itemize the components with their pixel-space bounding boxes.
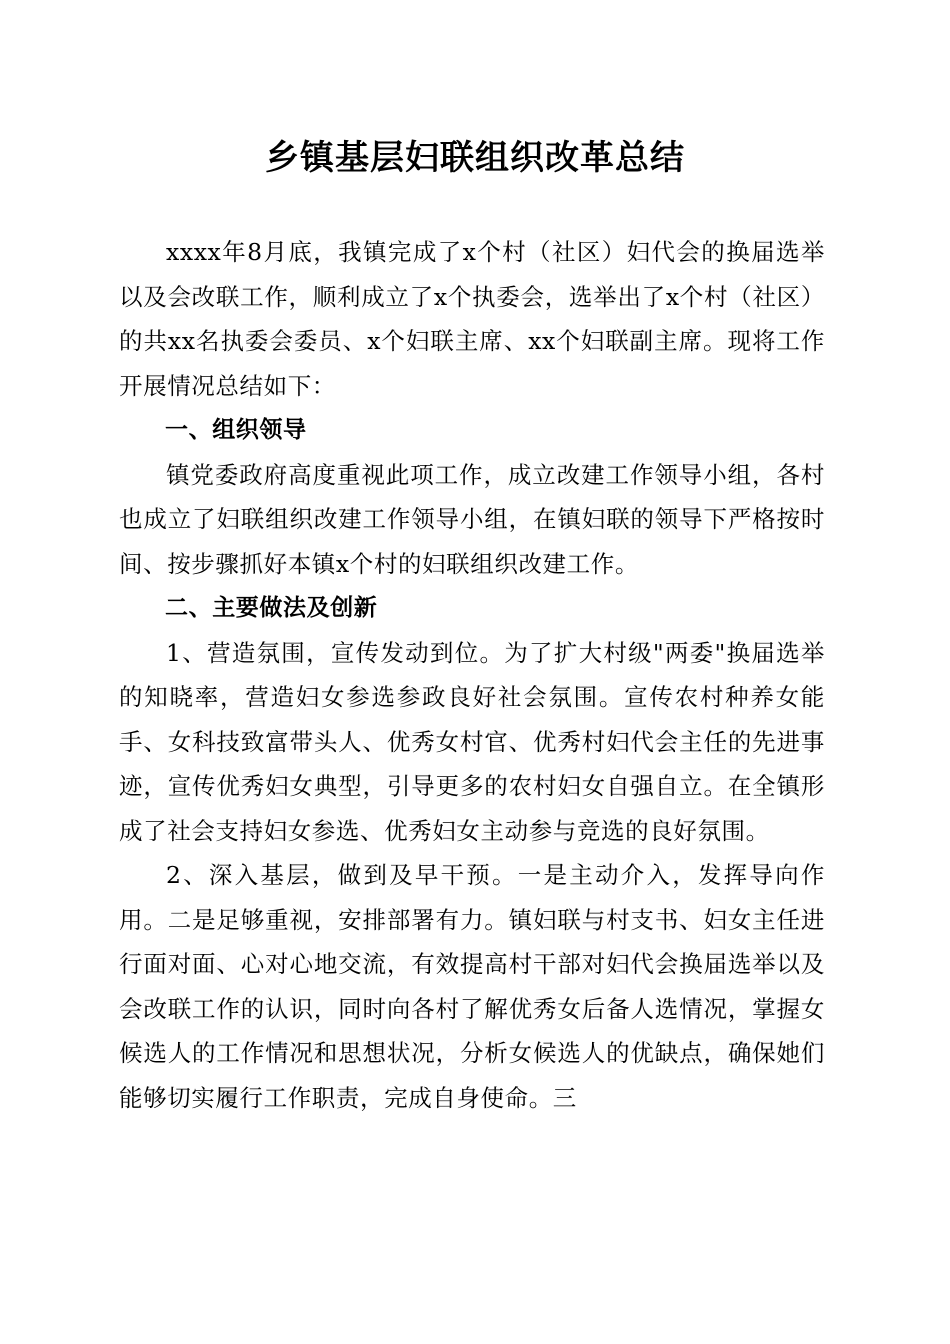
intro-paragraph: xxxx年8月底，我镇完成了x个村（社区）妇代会的换届选举以及会改联工作，顺利成立了x个执委会，选举出了x个村（社区）的共xx名执委会委员、x个妇联主席、xx个妇联副主席。现将工作开展情况总结如下：: [119, 238, 825, 400]
document-title: 乡镇基层妇联组织改革总结: [265, 138, 685, 178]
practice-paragraph-2: 2、深入基层，做到及早干预。一是主动介入，发挥导向作用。二是足够重视，安排部署有力。镇妇联与村支书、妇女主任进行面对面、心对心地交流，有效提高村干部对妇代会换届选举以及会改联工作的认识，同时向各村了解优秀女后备人选情况，掌握女候选人的工作情况和思想状况，分析女候选人的优缺点，确保她们能够切实履行工作职责，完成自身使命。三: [119, 861, 825, 1112]
section-heading-practices: 二、主要做法及创新: [165, 595, 378, 621]
section-heading-organization: 一、组织领导: [165, 417, 307, 443]
document-body: [119, 230, 825, 1120]
practice-paragraph-1: 1、营造氛围，宣传发动到位。为了扩大村级"两委"换届选举的知晓率，营造妇女参选参政良好社会氛围。宣传农村种养女能手、女科技致富带头人、优秀女村官、优秀村妇代会主任的先进事迹，宣传优秀妇女典型，引导更多的农村妇女自强自立。在全镇形成了社会支持妇女参选、优秀妇女主动参与竞选的良好氛围。: [119, 638, 825, 845]
organization-paragraph: 镇党委政府高度重视此项工作，成立改建工作领导小组，各村也成立了妇联组织改建工作领导小组，在镇妇联的领导下严格按时间、按步骤抓好本镇x个村的妇联组织改建工作。: [119, 460, 825, 578]
